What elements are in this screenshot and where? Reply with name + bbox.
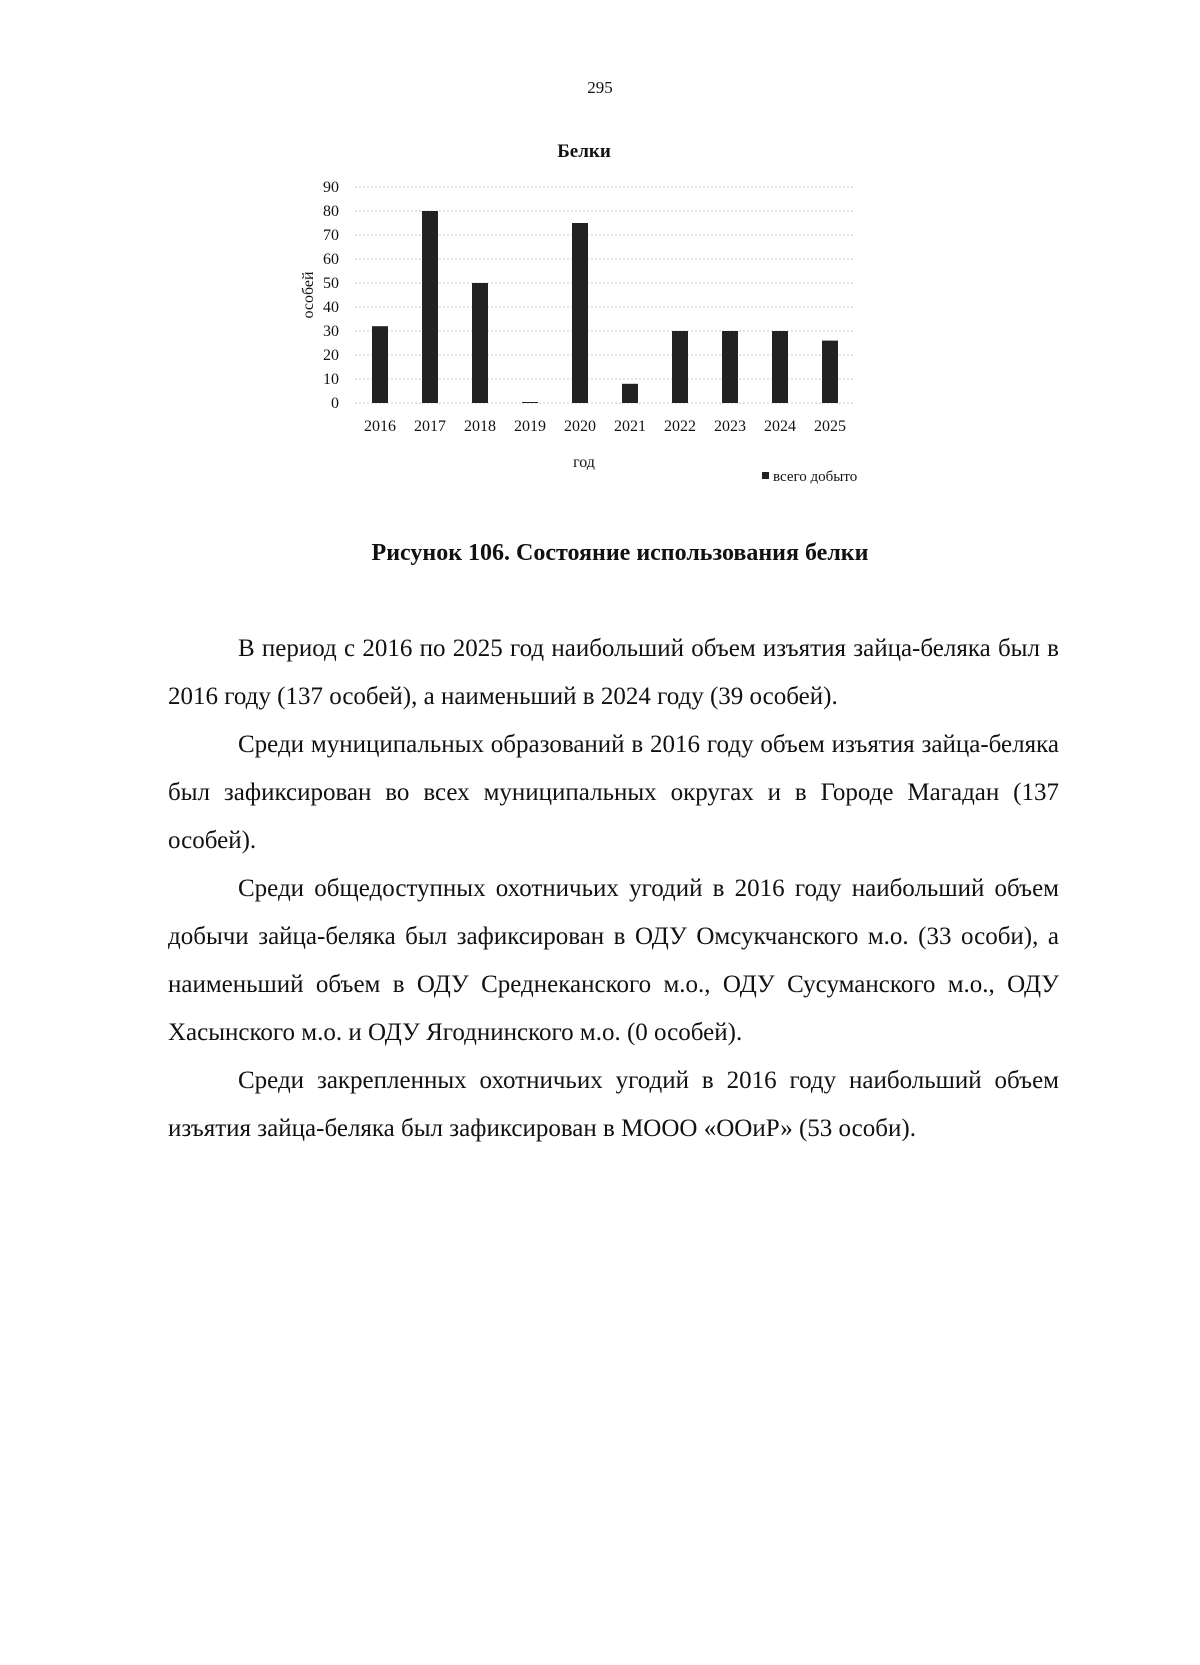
chart-y-tick-label: 70 bbox=[323, 227, 339, 244]
chart-y-axis-label: особей bbox=[300, 271, 317, 319]
paragraph: В период с 2016 по 2025 год наибольший объем изъятия зайца-беляка был в 2016 году (137 особей), а наименьший в 2024 году (39 особей). bbox=[168, 635, 1059, 710]
chart-x-tick-label: 2021 bbox=[614, 418, 646, 435]
chart-x-tick-label: 2019 bbox=[514, 418, 546, 435]
figure-caption: Рисунок 106. Состояние использования белки bbox=[371, 540, 869, 566]
chart-y-tick-label: 80 bbox=[323, 203, 339, 220]
chart-x-ticks bbox=[364, 418, 846, 435]
chart-y-tick-label: 60 bbox=[323, 251, 339, 268]
chart-y-tick-label: 20 bbox=[323, 347, 339, 364]
chart-bar bbox=[522, 402, 538, 403]
chart-y-tick-label: 30 bbox=[323, 323, 339, 340]
legend-swatch bbox=[762, 472, 769, 479]
chart-x-tick-label: 2025 bbox=[814, 418, 846, 435]
chart-y-tick-label: 40 bbox=[323, 299, 339, 316]
chart-bar bbox=[722, 331, 738, 403]
chart bbox=[290, 135, 950, 520]
page-number: 295 bbox=[587, 78, 613, 97]
legend-label: всего добыто bbox=[773, 469, 858, 485]
chart-x-tick-label: 2017 bbox=[414, 418, 446, 435]
chart-y-tick-label: 0 bbox=[331, 395, 339, 412]
paragraph: Среди общедоступных охотничьих угодий в 2016 году наибольший объем добычи зайца-беляка был зафиксирован в ОДУ Омсукчанского м.о. (33 особи), а наименьший объем в ОДУ Среднеканского м.о., ОДУ Сусуманского м.о., ОДУ Хасынского м.о. и ОДУ Ягоднинского м.о. (0 особей). bbox=[168, 875, 1059, 1046]
chart-bar bbox=[672, 331, 688, 403]
chart-x-tick-label: 2016 bbox=[364, 418, 396, 435]
chart-bar bbox=[822, 341, 838, 403]
paragraph: Среди закрепленных охотничьих угодий в 2016 году наибольший объем изъятия зайца-беляка был зафиксирован в МООО «ООиР» (53 особи). bbox=[168, 1067, 1059, 1142]
chart-bar bbox=[472, 283, 488, 403]
chart-x-tick-label: 2018 bbox=[464, 418, 496, 435]
chart-y-tick-label: 10 bbox=[323, 371, 339, 388]
bar-chart-svg bbox=[290, 135, 950, 520]
chart-y-tick-label: 90 bbox=[323, 179, 339, 196]
chart-x-tick-label: 2023 bbox=[714, 418, 746, 435]
chart-x-tick-label: 2020 bbox=[564, 418, 596, 435]
chart-bar bbox=[572, 223, 588, 403]
chart-y-ticks bbox=[323, 179, 339, 412]
paragraph: Среди муниципальных образований в 2016 году объем изъятия зайца-беляка был зафиксирован во всех муниципальных округах и в Городе Магадан (137 особей). bbox=[168, 731, 1059, 854]
chart-x-tick-label: 2024 bbox=[764, 418, 796, 435]
chart-legend bbox=[762, 469, 857, 485]
chart-bar bbox=[372, 326, 388, 403]
chart-bar bbox=[422, 211, 438, 403]
chart-bar bbox=[622, 384, 638, 403]
chart-x-tick-label: 2022 bbox=[664, 418, 696, 435]
chart-title: Белки bbox=[557, 141, 611, 162]
chart-bar bbox=[772, 331, 788, 403]
body-text bbox=[168, 625, 1059, 1153]
chart-x-axis-label: год bbox=[573, 454, 595, 471]
chart-y-tick-label: 50 bbox=[323, 275, 339, 292]
